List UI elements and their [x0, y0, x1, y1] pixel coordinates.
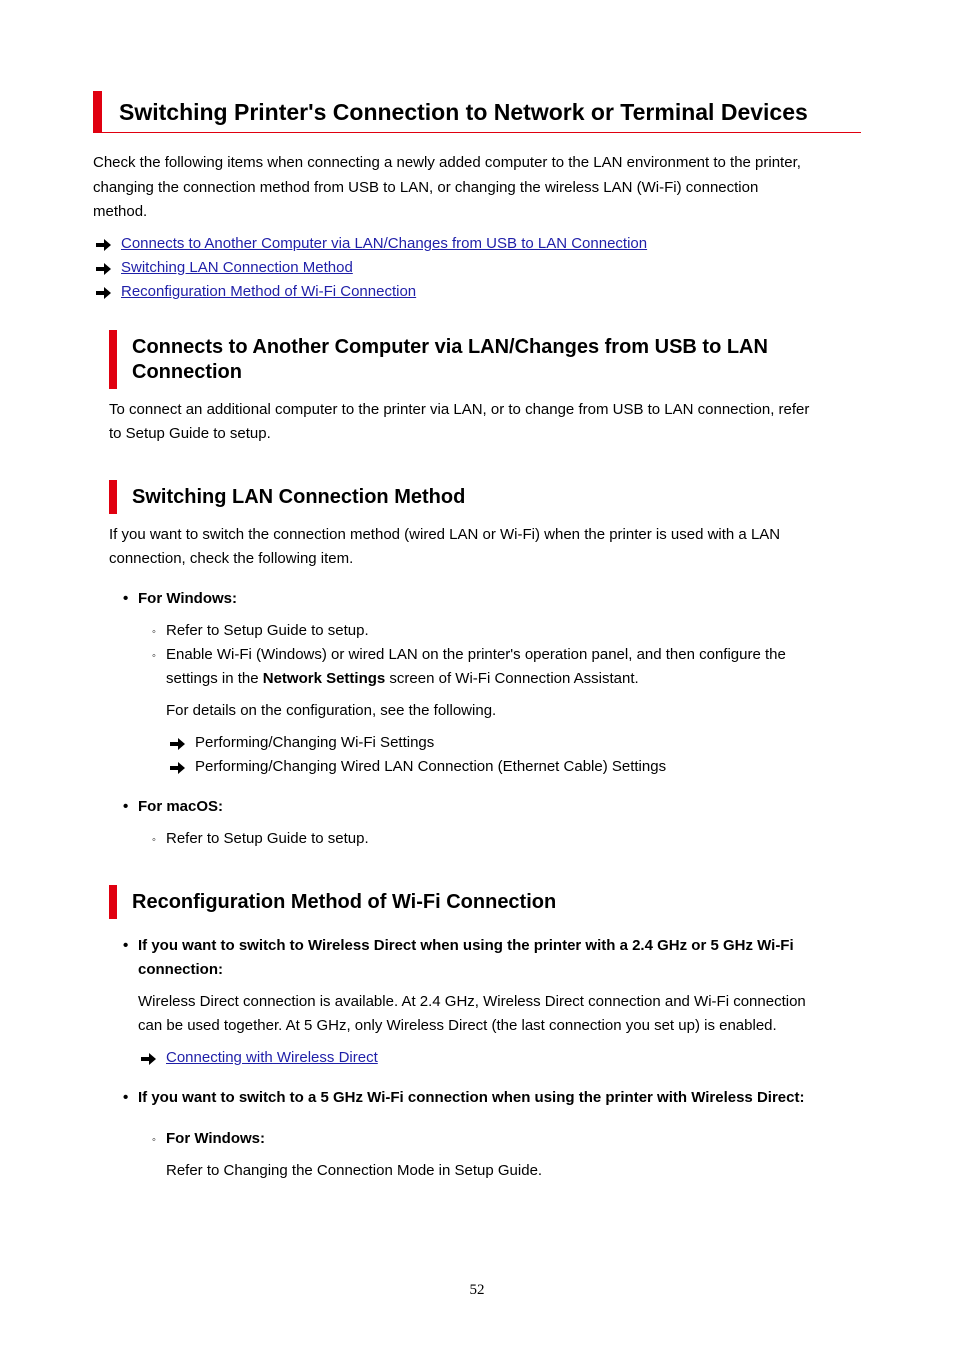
section-accent-bar	[109, 330, 117, 389]
arrow-right-icon	[170, 762, 185, 774]
win-item-2-pre: settings in the	[166, 670, 263, 687]
arrow-right-icon	[170, 738, 185, 750]
ref-wired-lan-settings: Performing/Changing Wired LAN Connection (Ethernet Cable) Settings	[195, 758, 667, 775]
circle-bullet-icon: ◦	[152, 650, 156, 662]
arrow-right-icon	[96, 263, 111, 275]
arrow-right-icon	[96, 287, 111, 299]
section-heading-switching-lan: Switching LAN Connection Method	[132, 486, 466, 508]
b2-heading: If you want to switch to a 5 GHz Wi-Fi connection when using the printer with Wireless Direct:	[138, 1089, 805, 1106]
section-accent-bar	[109, 885, 117, 919]
section-accent-bar	[109, 480, 117, 514]
win-item-2-line-1: Enable Wi-Fi (Windows) or wired LAN on the printer's operation panel, and then configure the	[166, 646, 786, 663]
link-wireless-direct[interactable]: Connecting with Wireless Direct	[166, 1049, 378, 1066]
mac-item-1: Refer to Setup Guide to setup.	[166, 830, 369, 847]
s2-text-line-2: connection, check the following item.	[109, 550, 354, 567]
b2-windows-label: For Windows:	[166, 1130, 266, 1147]
bullet-icon: •	[123, 1089, 129, 1106]
details-text: For details on the configuration, see the following.	[166, 702, 497, 719]
intro-line-2: changing the connection method from USB to LAN, or changing the wireless LAN (Wi-Fi) connection	[93, 179, 759, 196]
windows-label: For Windows:	[138, 590, 238, 607]
arrow-right-icon	[96, 239, 111, 251]
s1-text-line-2: to Setup Guide to setup.	[109, 425, 271, 442]
b1-text-line-2: can be used together. At 5 GHz, only Wireless Direct (the last connection you set up) is enabled.	[138, 1017, 777, 1034]
s1-text-line-1: To connect an additional computer to the printer via LAN, or to change from USB to LAN connection, refer	[109, 401, 810, 418]
win-item-1: Refer to Setup Guide to setup.	[166, 622, 369, 639]
b2-windows-text: Refer to Changing the Connection Mode in Setup Guide.	[166, 1162, 543, 1179]
macos-label: For macOS:	[138, 798, 224, 815]
page-title: Switching Printer's Connection to Network or Terminal Devices	[119, 99, 808, 125]
page-number: 52	[469, 1282, 485, 1298]
title-underline	[93, 132, 861, 133]
network-settings-label: Network Settings	[262, 670, 386, 687]
circle-bullet-icon: ◦	[152, 1134, 156, 1146]
section-heading-reconfiguration: Reconfiguration Method of Wi-Fi Connection	[132, 891, 557, 913]
win-item-2-line-2	[166, 667, 639, 691]
toc-link-lan-usb[interactable]: Connects to Another Computer via LAN/Changes from USB to LAN Connection	[121, 235, 648, 252]
circle-bullet-icon: ◦	[152, 834, 156, 846]
s2-text-line-1: If you want to switch the connection method (wired LAN or Wi-Fi) when the printer is used with a LAN	[109, 526, 781, 543]
arrow-right-icon	[141, 1053, 156, 1065]
b1-heading-line-1: If you want to switch to Wireless Direct when using the printer with a 2.4 GHz or 5 GHz Wi-Fi	[138, 937, 794, 954]
bullet-icon: •	[123, 590, 129, 607]
ref-wifi-settings: Performing/Changing Wi-Fi Settings	[195, 734, 435, 751]
b1-text-line-1: Wireless Direct connection is available. At 2.4 GHz, Wireless Direct connection and Wi-Fi connection	[138, 993, 806, 1010]
title-accent-bar	[93, 91, 102, 133]
win-item-2-post: screen of Wi-Fi Connection Assistant.	[385, 670, 639, 687]
toc-link-reconfiguration[interactable]: Reconfiguration Method of Wi-Fi Connection	[121, 283, 417, 300]
intro-line-1: Check the following items when connecting a newly added computer to the LAN environment to the printer,	[93, 154, 801, 171]
b1-heading-line-2: connection:	[138, 961, 223, 978]
circle-bullet-icon: ◦	[152, 626, 156, 638]
intro-line-3: method.	[93, 203, 148, 220]
section-heading-lan-usb-cont: Connection	[132, 361, 242, 383]
bullet-icon: •	[123, 798, 129, 815]
bullet-icon: •	[123, 937, 129, 954]
toc-link-switching-lan[interactable]: Switching LAN Connection Method	[121, 259, 353, 276]
section-heading-lan-usb: Connects to Another Computer via LAN/Changes from USB to LAN	[132, 336, 768, 358]
